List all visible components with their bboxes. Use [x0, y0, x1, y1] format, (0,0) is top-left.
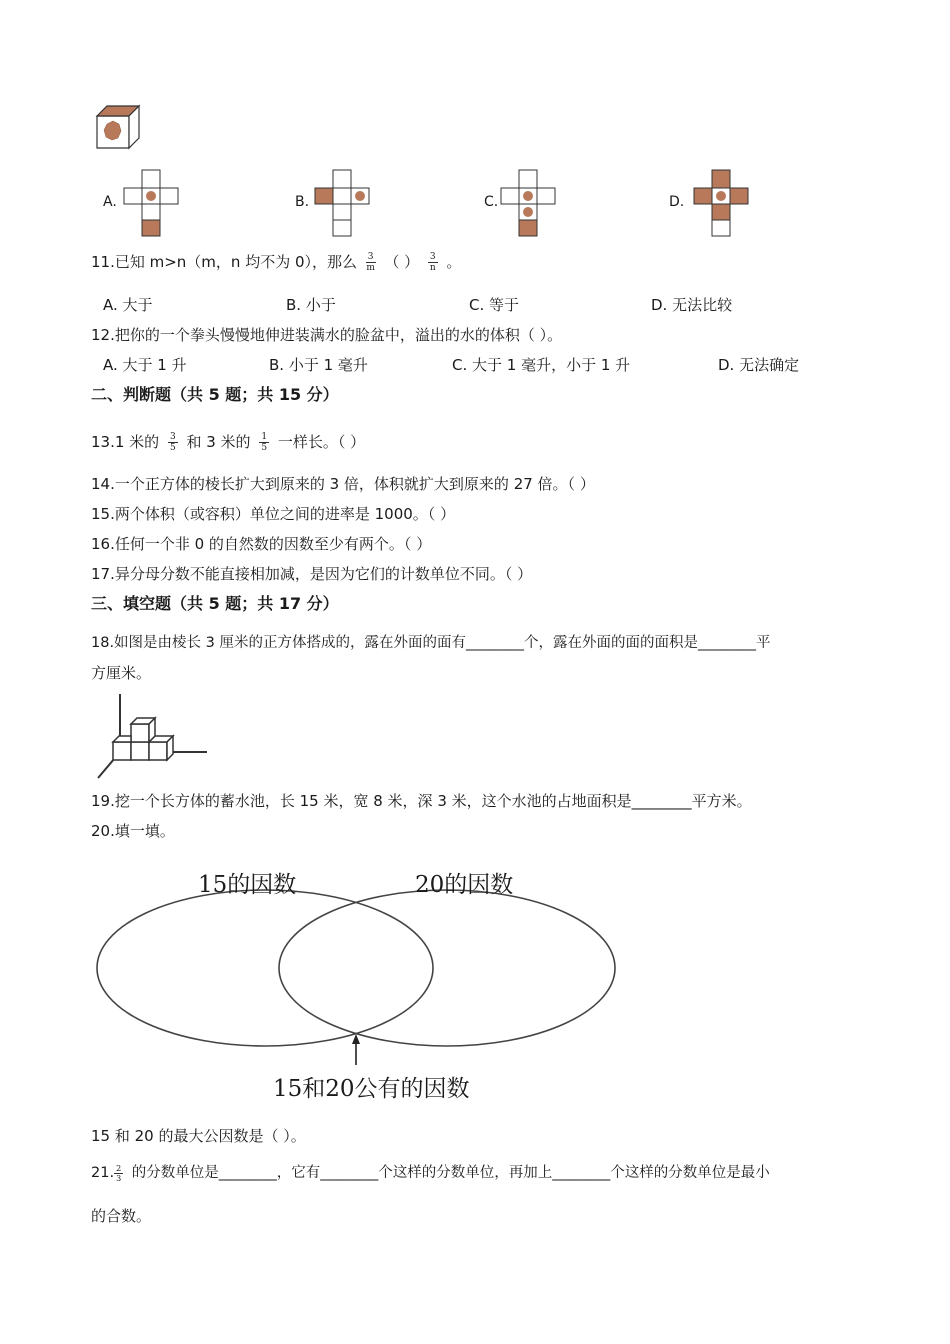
q11-fraction-1: $\frac{3}{m}$ — [366, 252, 375, 273]
q11-option-c[interactable]: C. 等于 — [469, 296, 520, 314]
option-d-label[interactable]: D. — [669, 194, 685, 210]
q11-blank[interactable]: （ ） — [384, 253, 420, 271]
section-3-title: 三、填空题（共 5 题；共 17 分） — [91, 594, 339, 613]
question-21: 21. $\frac{2}{3}$ 的分数单位是________，它有________个这样的分数单位，再加上________个这样的分数单位是最小 — [91, 1163, 770, 1183]
question-18-line-2: 方厘米。 — [91, 664, 152, 682]
q11-option-b[interactable]: B. 小于 — [286, 296, 336, 314]
section-2-title: 二、判断题（共 5 题；共 15 分） — [91, 385, 339, 404]
question-14: 14.一个正方体的棱长扩大到原来的 3 倍，体积就扩大到原来的 27 倍。（ ） — [91, 475, 595, 493]
net-option-b[interactable] — [315, 168, 375, 240]
option-b-label[interactable]: B. — [295, 194, 310, 210]
question-15: 15.两个体积（或容积）单位之间的进率是 1000。（ ） — [91, 505, 456, 523]
option-c-label[interactable]: C. — [484, 194, 499, 210]
question-21-line-2: 的合数。 — [91, 1207, 152, 1225]
question-20-answer: 15 和 20 的最大公因数是（ ）。 — [91, 1127, 306, 1145]
question-16: 16.任何一个非 0 的自然数的因数至少有两个。（ ） — [91, 535, 432, 553]
question-19: 19.挖一个长方体的蓄水池，长 15 米，宽 8 米，深 3 米，这个水池的占地面积是________平方米。 — [91, 792, 752, 810]
question-11 — [91, 252, 461, 273]
question-20: 20.填一填。 — [91, 822, 175, 840]
venn-bottom-label: 15和20公有的因数 — [273, 1076, 470, 1102]
q11-prefix: 11.已知 m>n（m，n 均不为 0），那么 — [91, 253, 358, 271]
q11-option-a[interactable]: A. 大于 — [103, 296, 153, 314]
net-option-a[interactable] — [124, 168, 184, 240]
q12-option-b[interactable]: B. 小于 1 毫升 — [269, 356, 368, 374]
q13-fraction-1: $\frac{3}{5}$ — [169, 432, 176, 453]
question-18-line-1: 18.如图是由棱长 3 厘米的正方体搭成的，露在外面的面有________个，露在外面的面的面积是________平 — [91, 635, 771, 651]
venn-left-ellipse — [97, 890, 433, 1046]
question-12: 12.把你的一个拳头慢慢地伸进装满水的脸盆中，溢出的水的体积（ ）。 — [91, 326, 563, 344]
question-17: 17.异分母分数不能直接相加减，是因为它们的计数单位不同。（ ） — [91, 565, 533, 583]
q11-option-d[interactable]: D. 无法比较 — [651, 296, 733, 314]
question-13: 13.1 米的 $\frac{3}{5}$ 和 3 米的 $\frac{1}{5}$ 一样长。（ ） — [91, 432, 366, 453]
venn-left-label: 15的因数 — [198, 872, 297, 898]
cube-stack-figure — [95, 692, 215, 782]
net-option-d[interactable] — [694, 168, 754, 240]
venn-right-label: 20的因数 — [415, 872, 514, 898]
q12-option-c[interactable]: C. 大于 1 毫升，小于 1 升 — [452, 356, 631, 374]
venn-right-ellipse — [279, 890, 615, 1046]
cube-figure — [95, 102, 145, 152]
q21-fraction: $\frac{2}{3}$ — [116, 1163, 122, 1183]
net-option-c[interactable] — [501, 168, 561, 240]
q11-suffix: 。 — [446, 253, 462, 271]
q11-fraction-2: $\frac{3}{n}$ — [429, 252, 436, 273]
venn-arrow-head — [352, 1034, 360, 1044]
q12-option-a[interactable]: A. 大于 1 升 — [103, 356, 187, 374]
option-a-label[interactable]: A. — [103, 194, 117, 210]
q13-fraction-2: $\frac{1}{5}$ — [261, 432, 268, 453]
q12-option-d[interactable]: D. 无法确定 — [718, 356, 800, 374]
